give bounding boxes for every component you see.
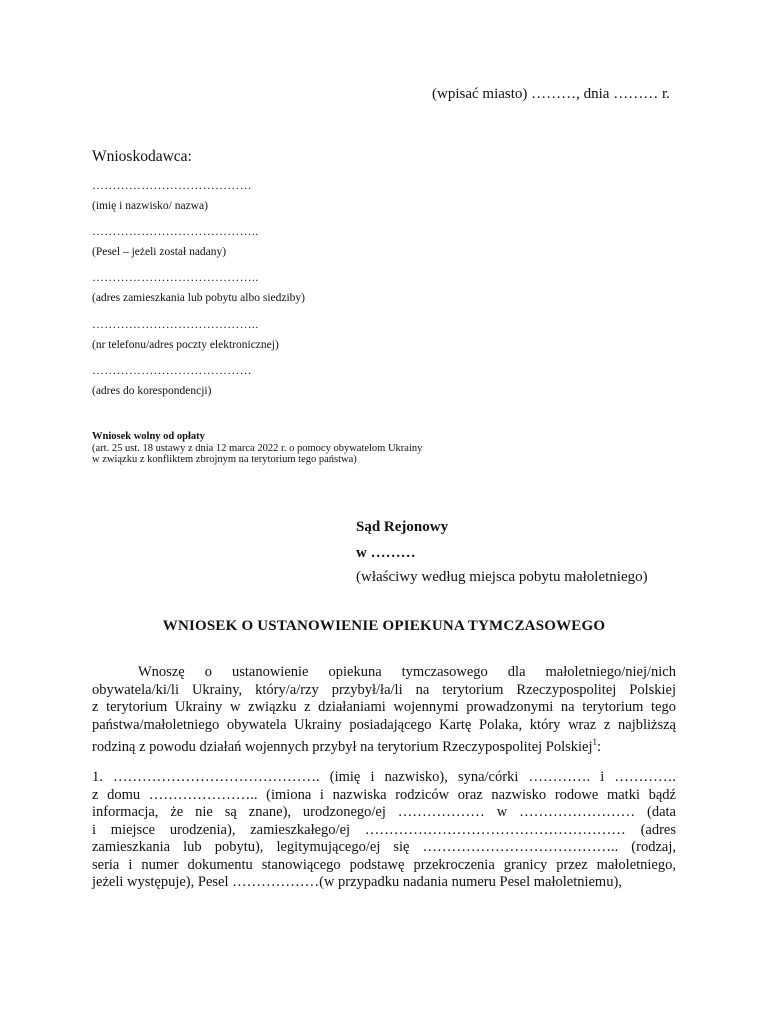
document-title: WNIOSEK O USTANOWIENIE OPIEKUNA TYMCZASOWEGO: [162, 618, 606, 634]
fee-exemption-line-2: w związku z konfliktem zbrojnym na terytorium tego państwa): [92, 454, 357, 465]
applicant-label: Wnioskodawca:: [92, 148, 192, 165]
minor-details-line: 1. ……………………………………. (imię i nazwisko), syna/córki …………. i ………….: [92, 769, 676, 785]
footnote-ref: 1: [592, 737, 598, 747]
request-line-text: rodziną z powodu działań wojennych przybył na terytorium Rzeczypospolitej Polskiej: [92, 738, 593, 755]
applicant-address-caption: (adres zamieszkania lub pobytu albo siedziby): [92, 292, 305, 304]
request-line-last: [92, 734, 676, 755]
minor-details-line: informacja, że nie są znane), urodzonego/ej ……………… w …………………… (data: [92, 804, 676, 820]
court-note: (właściwy według miejsca pobytu małoletniego): [356, 569, 648, 585]
applicant-contact-dots: …………………………………..: [92, 317, 259, 331]
applicant-pesel-dots: …………………………………..: [92, 224, 259, 238]
minor-details-paragraph: [92, 769, 676, 892]
applicant-name-dots: …………………………………: [92, 178, 252, 192]
fee-exemption-title: Wniosek wolny od opłaty: [92, 431, 205, 442]
request-line: obywatela/ki/li Ukrainy, który/a/rzy przybył/ła/li na terytorium Rzeczypospolitej Polskiej: [92, 681, 676, 698]
court-place: w ………: [356, 545, 416, 561]
applicant-contact-caption: (nr telefonu/adres poczty elektronicznej): [92, 339, 279, 351]
date-place-line: (wpisać miasto) ………, dnia ……… r.: [432, 86, 670, 102]
court-name: Sąd Rejonowy: [356, 519, 449, 535]
minor-details-line: zamieszkania lub pobytu), legitymującego/ej się ………………………………….. (rodzaj,: [92, 839, 676, 855]
fee-exemption-line-1: (art. 25 ust. 18 ustawy z dnia 12 marca 2022 r. o pomocy obywatelom Ukrainy: [92, 442, 423, 454]
request-line: państwa/małoletniego obywatela Ukrainy posiadającego Kartę Polaka, który wraz z najbliższą: [92, 716, 676, 733]
footnote-colon: :: [597, 738, 602, 755]
request-line: Wnoszę o ustanowienie opiekuna tymczasowego dla małoletniego/niej/nich: [138, 664, 676, 680]
minor-details-line: seria i numer dokumentu stanowiącego podstawę przekroczenia granicy przez małoletniego,: [92, 856, 676, 873]
applicant-correspondence-dots: …………………………………: [92, 363, 252, 377]
applicant-pesel-caption: (Pesel – jeżeli został nadany): [92, 246, 227, 258]
applicant-name-caption: (imię i nazwisko/ nazwa): [92, 200, 208, 212]
minor-details-line: z domu ………………….. (imiona i nazwiska rodziców oraz nazwisko rodowe matki bądź: [92, 786, 676, 803]
minor-details-line: i miejsce urodzenia), zamieszkałego/ej ……………………………………………… (adres: [92, 821, 676, 838]
minor-details-line: jeżeli występuje), Pesel ………………(w przypadku nadania numeru Pesel małoletniemu),: [92, 874, 622, 890]
fee-exemption-note: [92, 431, 422, 466]
applicant-correspondence-caption: (adres do korespondencji): [92, 385, 212, 397]
request-paragraph: [92, 664, 676, 755]
request-line: z terytorium Ukrainy w związku z działaniami wojennymi prowadzonymi na terytorium tego: [92, 699, 676, 715]
applicant-address-dots: …………………………………..: [92, 270, 259, 284]
